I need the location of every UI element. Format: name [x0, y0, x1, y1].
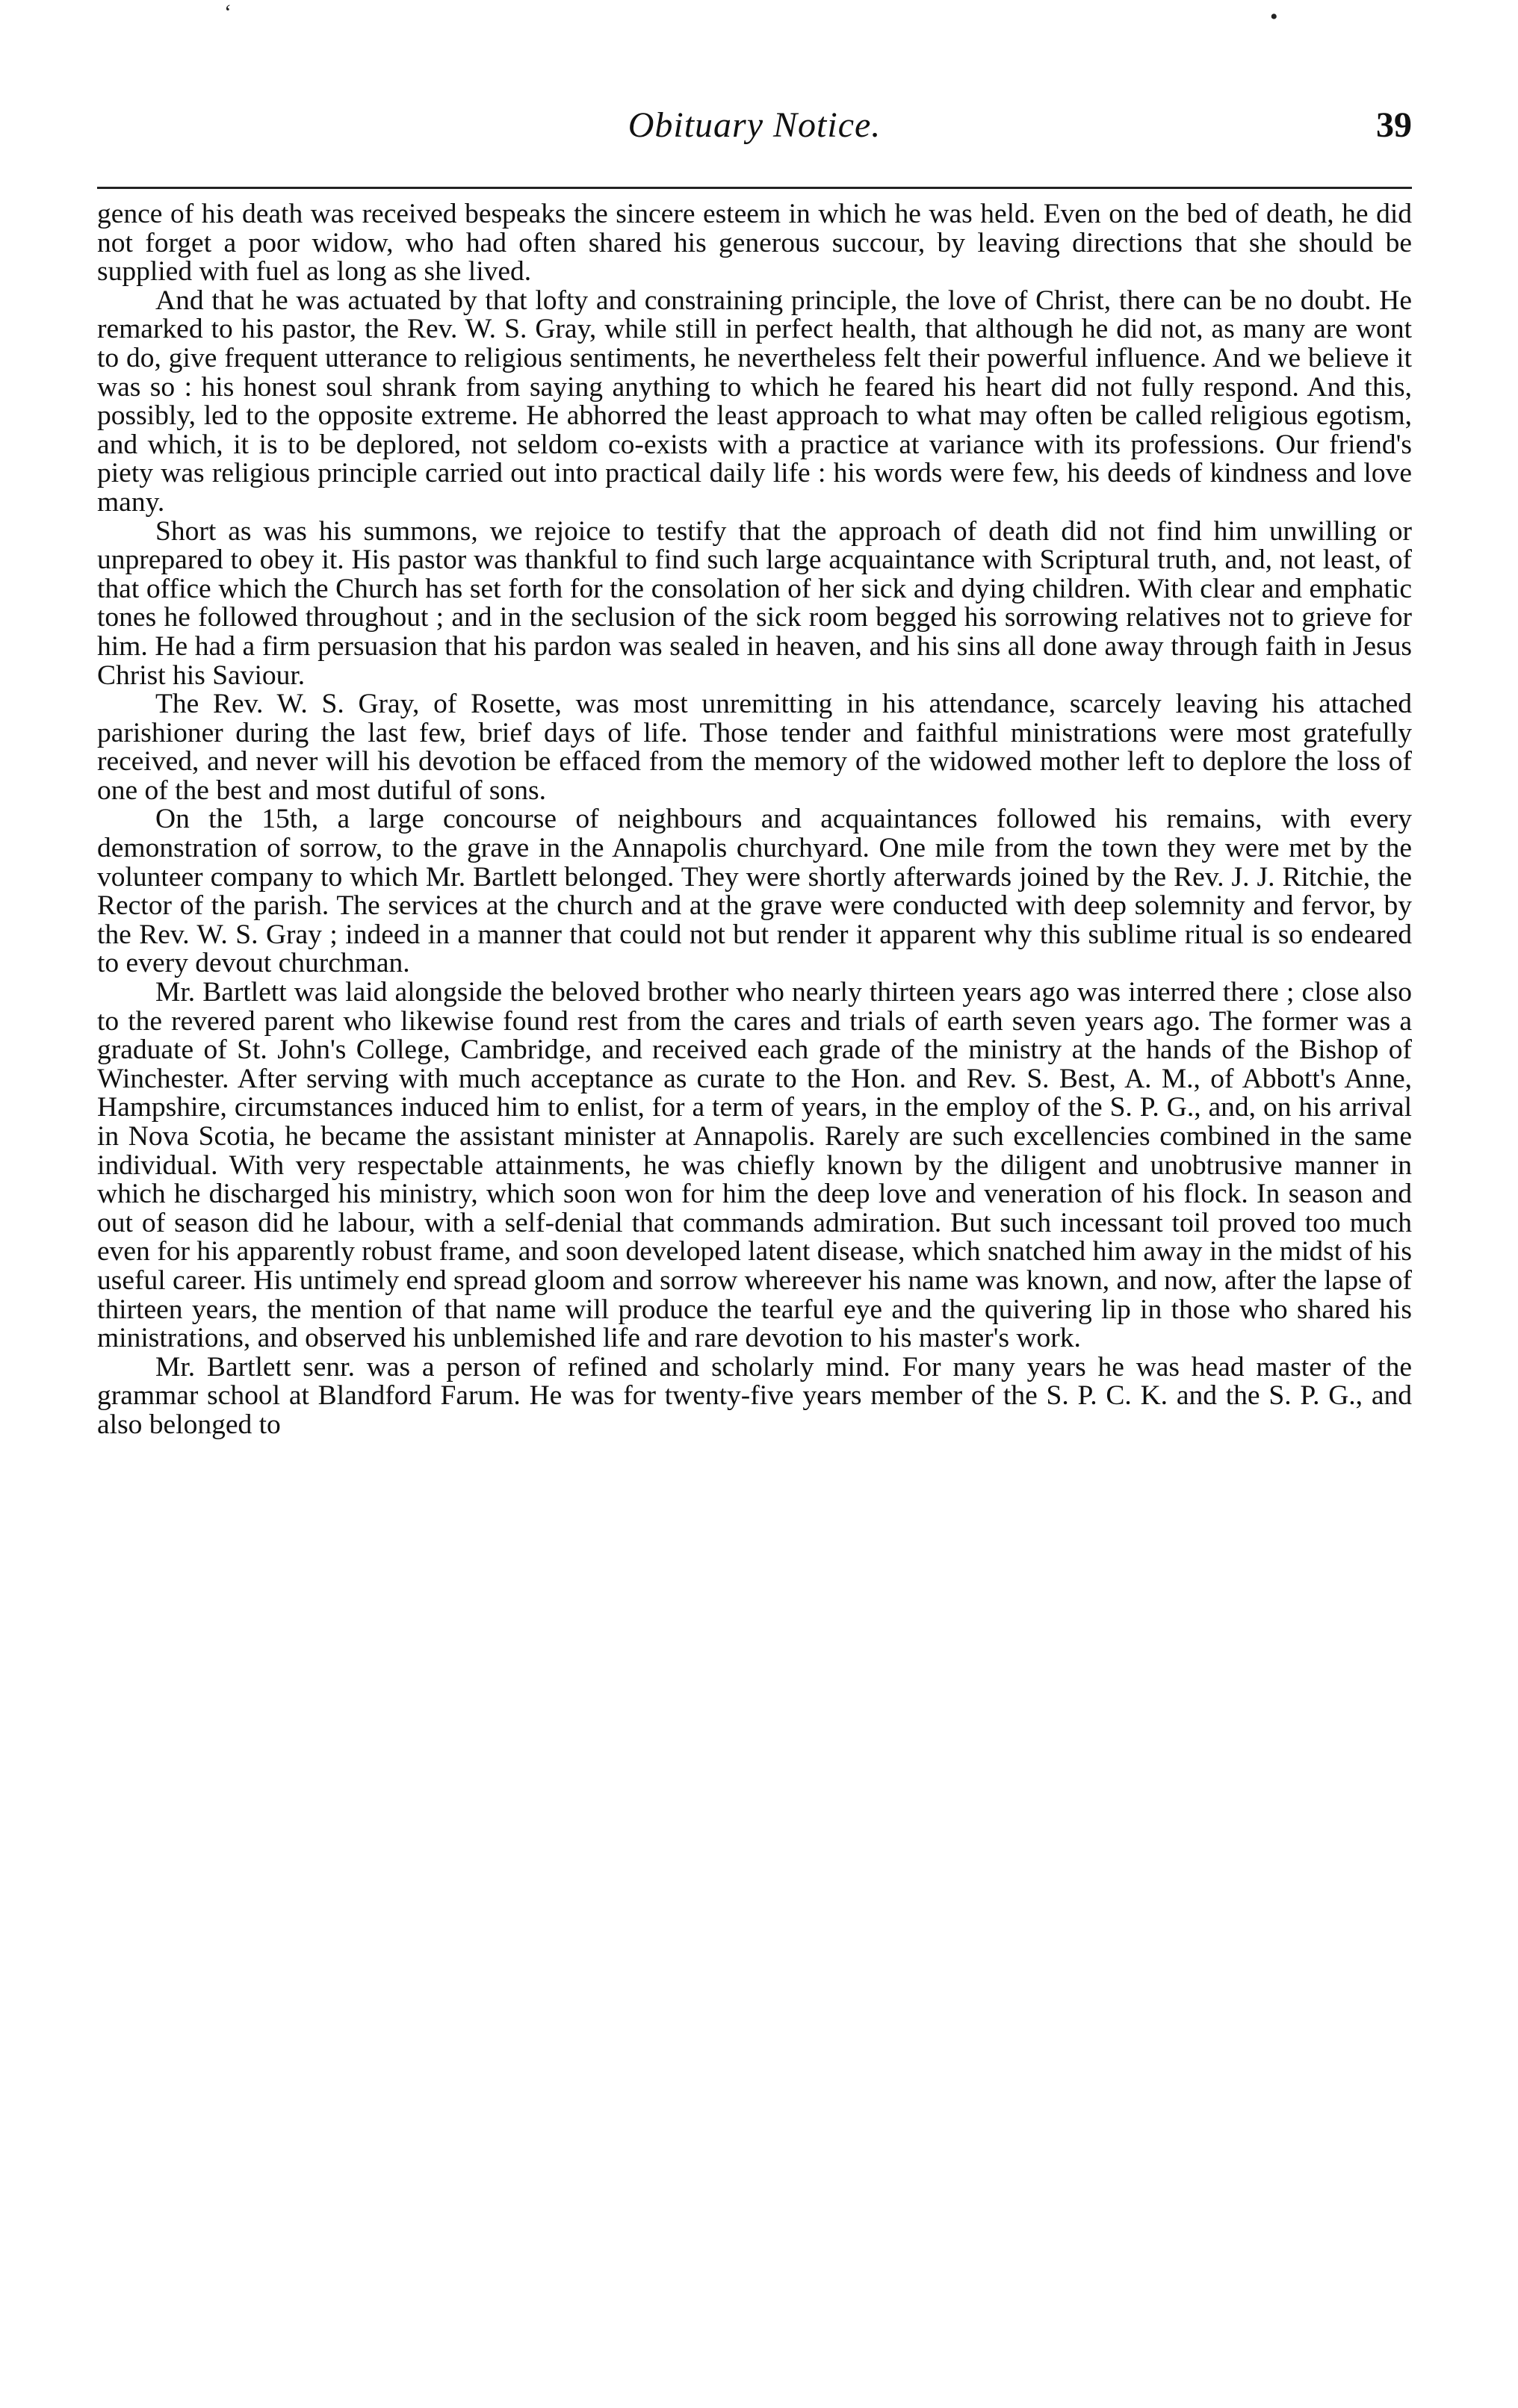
- scan-speck: •: [1270, 4, 1278, 29]
- scan-speck: ‘: [224, 0, 232, 25]
- paragraph-father: Mr. Bartlett senr. was a person of refined and scholarly mind. For many years he was head master of the grammar school at Blandford Farum. He was for twenty-five years member of the S. P. C. K. and the S. P. G., and also belonged to: [97, 1351, 1412, 1440]
- paragraph-love-of-christ: And that he was actuated by that lofty and constraining principle, the love of Christ, there can be no doubt. He remarked to his pastor, the Rev. W. S. Gray, while still in perfect health, that although he did not, as many are wont to do, give frequent utterance to religious sentiments, he nevertheless felt their powerful influence. And we believe it was so : his honest soul shrank from saying anything to which he feared his heart did not fully respond. And this, possibly, led to the opposite extreme. He abhorred the least approach to what may often be called religious egotism, and which, it is to be deplored, not seldom co-exists with a practice at variance with its professions. Our friend's piety was religious principle carried out into practical daily life : his words were few, his deeds of kindness and love many.: [97, 285, 1412, 518]
- running-title: Obituary Notice.: [628, 105, 882, 145]
- running-head: [97, 105, 1412, 172]
- page-number: 39: [1376, 105, 1412, 145]
- header-rule: [97, 187, 1412, 189]
- paragraph-summons: Short as was his summons, we rejoice to testify that the approach of death did not find him unwilling or unprepared to obey it. His pastor was thankful to find such large acquaintance with Scriptural truth, and, not least, of that office which the Church has set forth for the consolation of her sick and dying children. With clear and emphatic tones he followed throughout ; and in the seclusion of the sick room begged his sorrowing relatives not to grieve for him. He had a firm persuasion that his pardon was sealed in heaven, and his sins all done away through faith in Jesus Christ his Saviour.: [97, 515, 1412, 691]
- paragraph-funeral: On the 15th, a large concourse of neighbours and acquaintances followed his remains, with every demonstration of sorrow, to the grave in the Annapolis churchyard. One mile from the town they were met by the volunteer company to which Mr. Bartlett belonged. They were shortly afterwards joined by the Rev. J. J. Ritchie, the Rector of the parish. The services at the church and at the grave were conducted with deep solemnity and fervor, by the Rev. W. S. Gray ; indeed in a manner that could not but render it apparent why this sublime ritual is so endeared to every devout churchman.: [97, 804, 1412, 979]
- paragraph-continuation: gence of his death was received bespeaks the sincere esteem in which he was held. Even on the bed of death, he did not forget a poor widow, who had often shared his generous succour, by leaving directions that she should be supplied with fuel as long as she lived.: [97, 199, 1412, 288]
- article-body: [97, 200, 1412, 1440]
- paragraph-brother: Mr. Bartlett was laid alongside the beloved brother who nearly thirteen years ago was interred there ; close also to the revered parent who likewise found rest from the cares and trials of earth seven years ago. The former was a graduate of St. John's College, Cambridge, and received each grade of the ministry at the hands of the Bishop of Winchester. After serving with much acceptance as curate to the Hon. and Rev. S. Best, A. M., of Abbott's Anne, Hampshire, circumstances induced him to enlist, for a term of years, in the employ of the S. P. G., and, on his arrival in Nova Scotia, he became the assistant minister at Annapolis. Rarely are such excellencies combined in the same individual. With very respectable attainments, he was chiefly known by the diligent and unobtrusive manner in which he discharged his ministry, which soon won for him the deep love and veneration of his flock. In season and out of season did he labour, with a self-denial that commands admiration. But such incessant toil proved too much even for his apparently robust frame, and soon developed latent disease, which snatched him away in the midst of his useful career. His untimely end spread gloom and sorrow whereever his name was known, and now, after the lapse of thirteen years, the mention of that name will produce the tearful eye and the quivering lip in those who shared his ministrations, and observed his unblemished life and rare devotion to his master's work.: [97, 977, 1412, 1354]
- paragraph-rev-gray: The Rev. W. S. Gray, of Rosette, was most unremitting in his attendance, scarcely leaving his attached parishioner during the last few, brief days of life. Those tender and faithful ministrations were most gratefully received, and never will his devotion be effaced from the memory of the widowed mother left to deplore the loss of one of the best and most dutiful of sons.: [97, 689, 1412, 806]
